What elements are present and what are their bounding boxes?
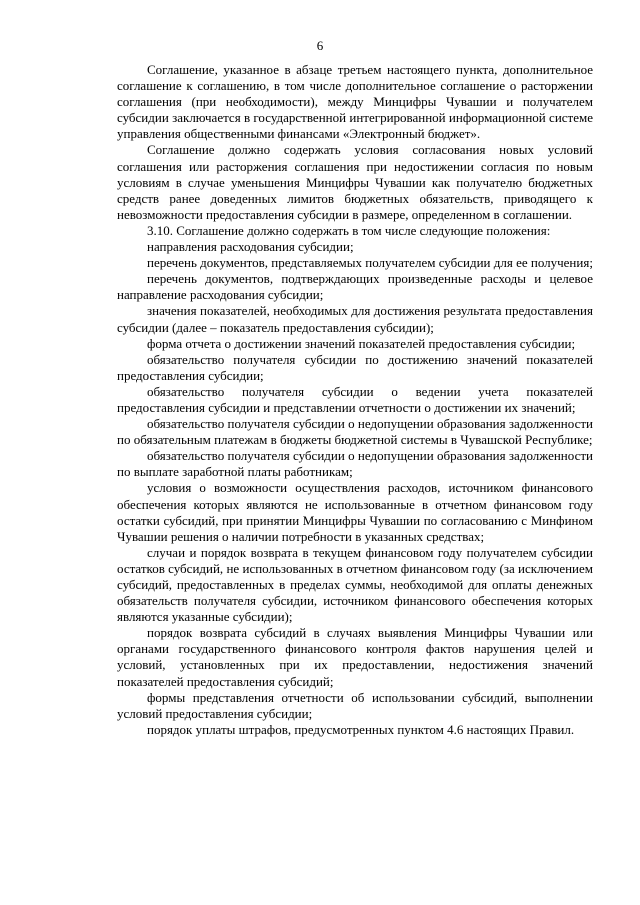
list-item: обязательство получателя субсидии о недопущении образования задолженности по выплате заработной платы работникам; bbox=[117, 448, 593, 480]
paragraph-agreement-conclusion: Соглашение, указанное в абзаце третьем настоящего пункта, дополнительное соглашение к соглашению, в том числе дополнительное соглашение о расторжении соглашения (при необходимости), между Минцифры Чувашии и получателем субсидии заключается в государственной интегрированной информационной системе управления общественными финансами «Электронный бюджет». bbox=[117, 62, 593, 142]
list-item: случаи и порядок возврата в текущем финансовом году получателем субсидии остатков субсидий, не использованных в отчетном финансовом году (за исключением субсидий, предоставленных в пределах суммы, необходимой для оплаты денежных обязательств получателя субсидии, источником финансового обеспечения которых являются указанные субсидии); bbox=[117, 544, 593, 625]
list-item: перечень документов, подтверждающих произведенные расходы и целевое направление расходования субсидии; bbox=[117, 271, 593, 303]
document-body bbox=[117, 62, 593, 738]
paragraph-clause-3-10: 3.10. Соглашение должно содержать в том числе следующие положения: bbox=[147, 222, 551, 238]
list-item: условия о возможности осуществления расходов, источником финансового обеспечения которых являются не использованные в отчетном финансовом году остатки субсидий, при принятии Минцифры Чувашии по согласованию с Минфином Чувашии решения о наличии потребности в указанных средствах; bbox=[117, 480, 593, 544]
list-item: обязательство получателя субсидии о недопущении образования задолженности по обязательным платежам в бюджеты бюджетной системы в Чувашской Республике; bbox=[117, 416, 593, 448]
list-item: форма отчета о достижении значений показателей предоставления субсидии; bbox=[147, 335, 576, 351]
list-item: обязательство получателя субсидии о ведении учета показателей предоставления субсидии и представлении отчетности о достижении их значений; bbox=[117, 383, 593, 415]
paragraph-agreement-conditions: Соглашение должно содержать условия согласования новых условий соглашения или расторжения соглашения при недостижении согласия по новым условиям в случае уменьшения Минцифры Чувашии как получателю бюджетных средств ранее доведенных лимитов бюджетных обязательств, приводящего к невозможности предоставления субсидии в размере, определенном в соглашении. bbox=[117, 142, 593, 222]
list-item: направления расходования субсидии; bbox=[147, 239, 354, 255]
list-item: порядок уплаты штрафов, предусмотренных пунктом 4.6 настоящих Правил. bbox=[147, 721, 575, 737]
list-item: формы представления отчетности об использовании субсидий, выполнении условий предоставления субсидии; bbox=[117, 689, 593, 721]
page-number: 6 bbox=[316, 38, 324, 53]
list-item: перечень документов, представляемых получателем субсидии для ее получения; bbox=[147, 255, 593, 271]
list-item: порядок возврата субсидий в случаях выявления Минцифры Чувашии или органами государственного финансового контроля фактов нарушения целей и условий, установленных при их предоставлении, недостижения значений показателей предоставления субсидий; bbox=[117, 625, 593, 689]
list-item: значения показателей, необходимых для достижения результата предоставления субсидии (далее – показатель предоставления субсидии); bbox=[117, 303, 593, 335]
list-item: обязательство получателя субсидии по достижению значений показателей предоставления субсидии; bbox=[117, 351, 593, 383]
